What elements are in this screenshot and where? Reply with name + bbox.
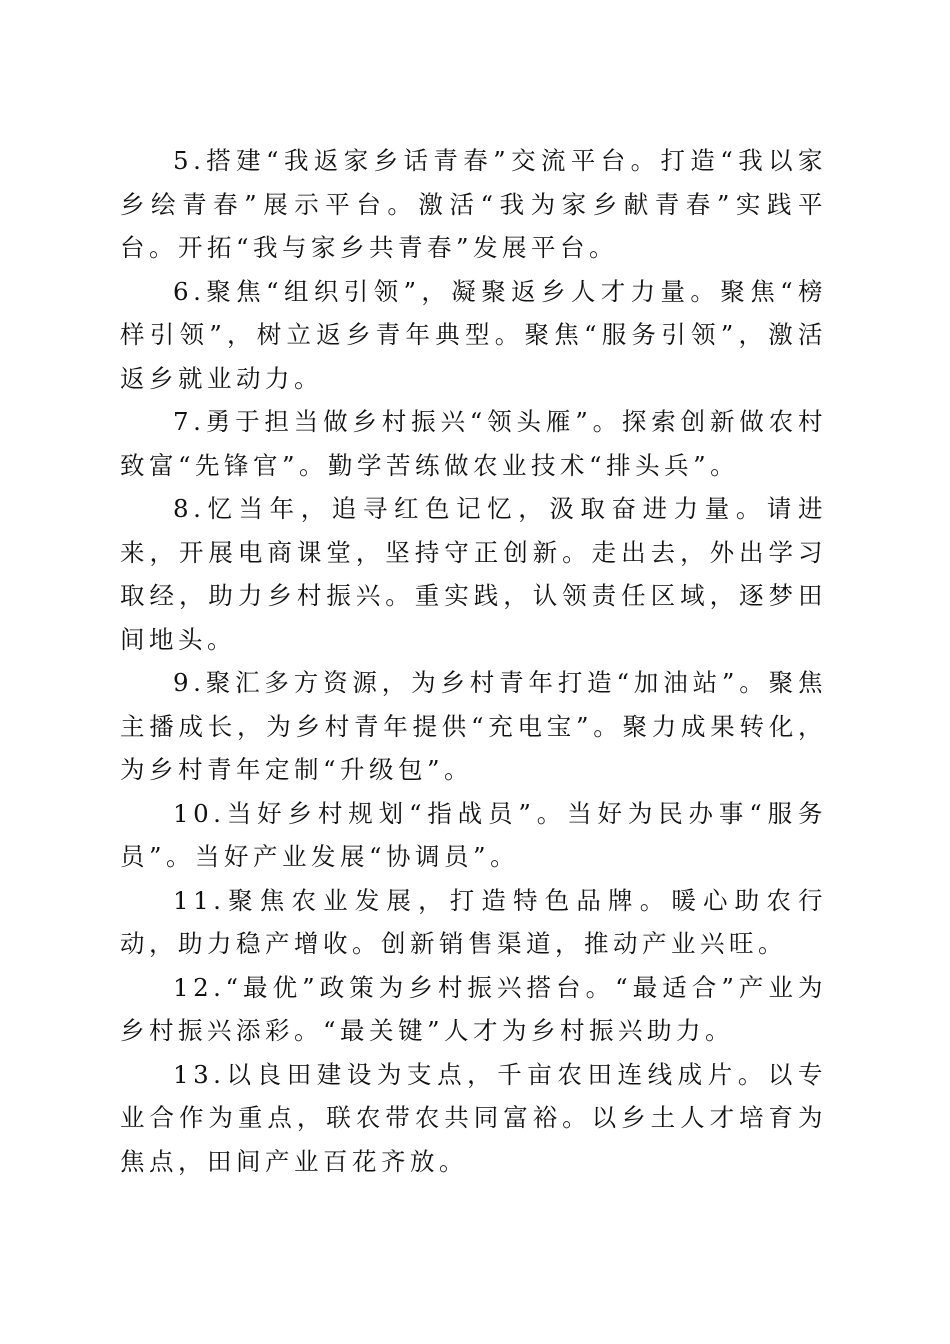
paragraph-8: 8.忆当年，追寻红色记忆，汲取奋进力量。请进来，开展电商课堂，坚持守正创新。走出去，外出学习取经，助力乡村振兴。重实践，认领责任区域，逐梦田间地头。 <box>120 494 827 654</box>
paragraph-12: 12.“最优”政策为乡村振兴搭台。“最适合”产业为乡村振兴添彩。“最关键”人才为乡村振兴助力。 <box>120 972 827 1045</box>
document-body <box>120 139 827 1183</box>
paragraph-5: 5.搭建“我返家乡话青春”交流平台。打造“我以家乡绘青春”展示平台。激活“我为家乡献青春”实践平台。开拓“我与家乡共青春”发展平台。 <box>120 146 827 262</box>
paragraph-7: 7.勇于担当做乡村振兴“领头雁”。探索创新做农村致富“先锋官”。勤学苦练做农业技术“排头兵”。 <box>120 407 827 480</box>
paragraph-13: 13.以良田建设为支点，千亩农田连线成片。以专业合作为重点，联农带农共同富裕。以乡土人才培育为焦点，田间产业百花齐放。 <box>120 1059 827 1176</box>
paragraph-6: 6.聚焦“组织引领”，凝聚返乡人才力量。聚焦“榜样引领”，树立返乡青年典型。聚焦“服务引领”，激活返乡就业动力。 <box>120 276 827 393</box>
paragraph-10: 10.当好乡村规划“指战员”。当好为民办事“服务员”。当好产业发展“协调员”。 <box>120 798 827 871</box>
paragraph-11: 11.聚焦农业发展，打造特色品牌。暖心助农行动，助力稳产增收。创新销售渠道，推动产业兴旺。 <box>120 885 827 958</box>
paragraph-9: 9.聚汇多方资源，为乡村青年打造“加油站”。聚焦主播成长，为乡村青年提供“充电宝”。聚力成果转化，为乡村青年定制“升级包”。 <box>120 668 827 784</box>
